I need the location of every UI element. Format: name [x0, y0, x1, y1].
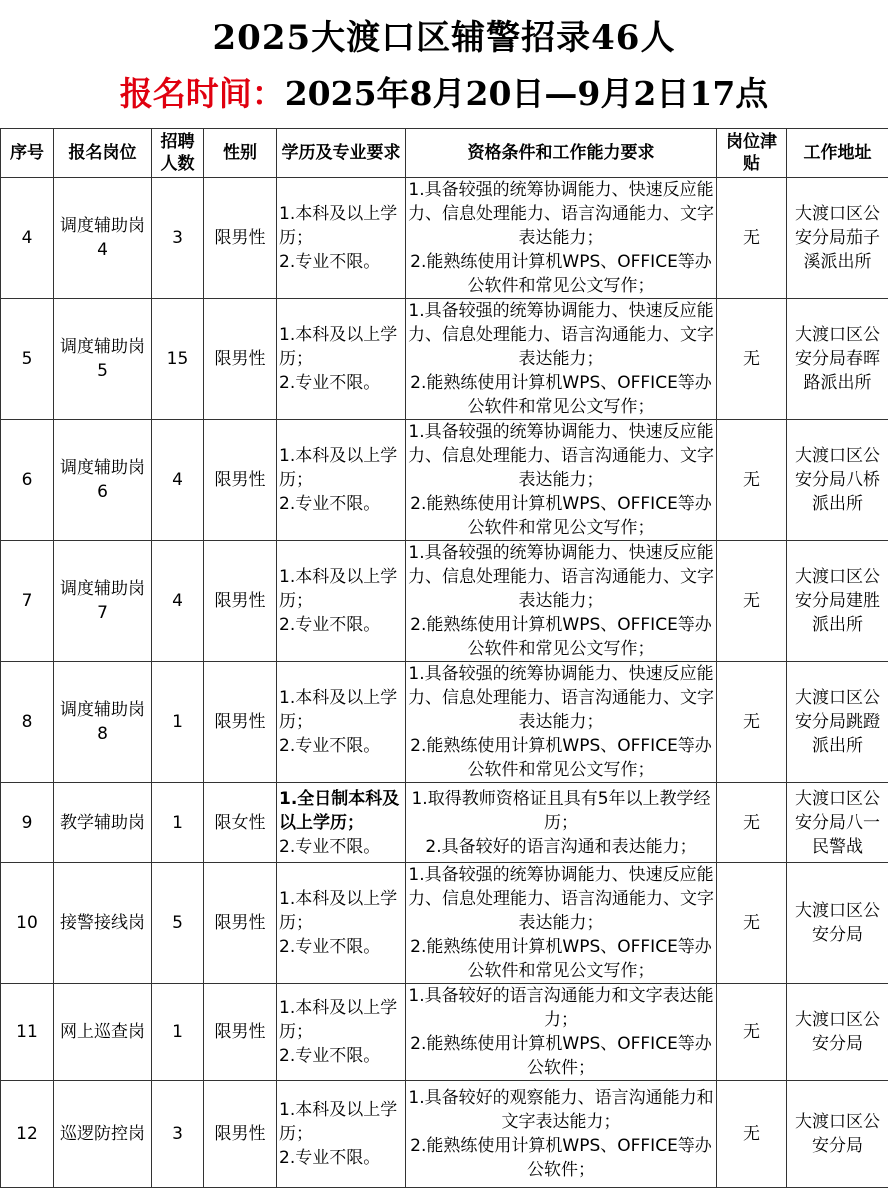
table-row [1, 1081, 888, 1188]
cell-requirements-line: 1.具备较强的统筹协调能力、快速反应能力、信息处理能力、语言沟通能力、文字表达能力； [408, 299, 714, 371]
cell-count: 1 [152, 662, 204, 783]
cell-post: 接警接线岗 [54, 863, 152, 984]
cell-gender: 限男性 [204, 299, 277, 420]
cell-requirements-line: 2.能熟练使用计算机WPS、OFFICE等办公软件和常见公文写作； [408, 371, 714, 419]
cell-education-line: 1.全日制本科及以上学历； [279, 787, 403, 835]
cell-requirements [406, 984, 717, 1081]
cell-requirements-line: 1.具备较好的观察能力、语言沟通能力和文字表达能力； [408, 1086, 714, 1134]
cell-post: 教学辅助岗 [54, 783, 152, 863]
cell-no: 5 [1, 299, 54, 420]
page-title: 2025大渡口区辅警招录46人 [0, 10, 888, 59]
cell-education-line: 2.专业不限。 [279, 371, 403, 395]
cell-requirements-line: 2.能熟练使用计算机WPS、OFFICE等办公软件和常见公文写作； [408, 250, 714, 298]
col-header-requirements: 资格条件和工作能力要求 [406, 129, 717, 178]
cell-count: 4 [152, 420, 204, 541]
cell-requirements [406, 541, 717, 662]
table-header-row [1, 129, 888, 178]
cell-gender: 限女性 [204, 783, 277, 863]
cell-requirements-line: 2.能熟练使用计算机WPS、OFFICE等办公软件和常见公文写作； [408, 734, 714, 782]
cell-no: 7 [1, 541, 54, 662]
cell-post: 调度辅助岗8 [54, 662, 152, 783]
cell-no: 10 [1, 863, 54, 984]
cell-education-line: 1.本科及以上学历； [279, 202, 403, 250]
cell-no: 6 [1, 420, 54, 541]
cell-count: 1 [152, 984, 204, 1081]
cell-post: 调度辅助岗4 [54, 178, 152, 299]
cell-education-line: 2.专业不限。 [279, 1146, 403, 1170]
cell-education-line: 1.本科及以上学历； [279, 323, 403, 371]
cell-gender: 限男性 [204, 420, 277, 541]
col-header-allowance: 岗位津贴 [717, 129, 787, 178]
cell-education-line: 1.本科及以上学历； [279, 686, 403, 734]
cell-gender: 限男性 [204, 863, 277, 984]
cell-education [277, 420, 406, 541]
cell-count: 15 [152, 299, 204, 420]
positions-table [0, 128, 888, 1188]
cell-allowance: 无 [717, 984, 787, 1081]
cell-allowance: 无 [717, 863, 787, 984]
cell-education-line: 2.专业不限。 [279, 935, 403, 959]
cell-requirements-line: 1.具备较强的统筹协调能力、快速反应能力、信息处理能力、语言沟通能力、文字表达能力； [408, 541, 714, 613]
table-row [1, 662, 888, 783]
cell-education [277, 863, 406, 984]
cell-allowance: 无 [717, 420, 787, 541]
cell-requirements-line: 2.具备较好的语言沟通和表达能力； [408, 835, 714, 859]
table-row [1, 420, 888, 541]
registration-label: 报名时间： [120, 74, 285, 113]
cell-address: 大渡口区公安分局茄子溪派出所 [787, 178, 888, 299]
cell-post: 巡逻防控岗 [54, 1081, 152, 1188]
cell-gender: 限男性 [204, 541, 277, 662]
cell-requirements-line: 1.具备较强的统筹协调能力、快速反应能力、信息处理能力、语言沟通能力、文字表达能力； [408, 662, 714, 734]
cell-address: 大渡口区公安分局跳蹬派出所 [787, 662, 888, 783]
cell-requirements [406, 1081, 717, 1188]
registration-time [0, 68, 888, 115]
cell-gender: 限男性 [204, 178, 277, 299]
cell-post: 调度辅助岗6 [54, 420, 152, 541]
cell-requirements-line: 1.具备较好的语言沟通能力和文字表达能力； [408, 984, 714, 1032]
cell-address: 大渡口区公安分局 [787, 984, 888, 1081]
cell-requirements-line: 2.能熟练使用计算机WPS、OFFICE等办公软件和常见公文写作； [408, 613, 714, 661]
cell-requirements [406, 178, 717, 299]
cell-count: 3 [152, 1081, 204, 1188]
cell-education [277, 178, 406, 299]
cell-education-line: 1.本科及以上学历； [279, 444, 403, 492]
registration-period: 2025年8月20日—9月2日17点 [285, 74, 769, 113]
cell-address: 大渡口区公安分局 [787, 1081, 888, 1188]
cell-requirements-line: 2.能熟练使用计算机WPS、OFFICE等办公软件； [408, 1134, 714, 1182]
cell-requirements-line: 1.具备较强的统筹协调能力、快速反应能力、信息处理能力、语言沟通能力、文字表达能力； [408, 178, 714, 250]
cell-education-line: 2.专业不限。 [279, 835, 403, 859]
cell-no: 4 [1, 178, 54, 299]
col-header-gender: 性别 [204, 129, 277, 178]
cell-gender: 限男性 [204, 984, 277, 1081]
cell-requirements-line: 2.能熟练使用计算机WPS、OFFICE等办公软件和常见公文写作； [408, 935, 714, 983]
cell-no: 11 [1, 984, 54, 1081]
cell-education-line: 1.本科及以上学历； [279, 1098, 403, 1146]
cell-education [277, 541, 406, 662]
col-header-address: 工作地址 [787, 129, 888, 178]
cell-education-line: 1.本科及以上学历； [279, 996, 403, 1044]
cell-requirements [406, 420, 717, 541]
cell-gender: 限男性 [204, 662, 277, 783]
cell-allowance: 无 [717, 662, 787, 783]
cell-requirements [406, 863, 717, 984]
cell-education-line: 1.本科及以上学历； [279, 887, 403, 935]
cell-address: 大渡口区公安分局春晖路派出所 [787, 299, 888, 420]
col-header-no: 序号 [1, 129, 54, 178]
table-row [1, 984, 888, 1081]
cell-address: 大渡口区公安分局八桥派出所 [787, 420, 888, 541]
cell-address: 大渡口区公安分局 [787, 863, 888, 984]
cell-allowance: 无 [717, 541, 787, 662]
cell-education [277, 1081, 406, 1188]
col-header-education: 学历及专业要求 [277, 129, 406, 178]
cell-education [277, 662, 406, 783]
cell-post: 调度辅助岗7 [54, 541, 152, 662]
cell-requirements-line: 1.具备较强的统筹协调能力、快速反应能力、信息处理能力、语言沟通能力、文字表达能力； [408, 420, 714, 492]
cell-address: 大渡口区公安分局八一民警战 [787, 783, 888, 863]
cell-count: 5 [152, 863, 204, 984]
cell-education-line: 2.专业不限。 [279, 492, 403, 516]
col-header-post: 报名岗位 [54, 129, 152, 178]
table-row [1, 178, 888, 299]
cell-count: 3 [152, 178, 204, 299]
cell-education-line: 2.专业不限。 [279, 1044, 403, 1068]
cell-post: 调度辅助岗5 [54, 299, 152, 420]
cell-requirements-line: 2.能熟练使用计算机WPS、OFFICE等办公软件； [408, 1032, 714, 1080]
cell-requirements-line: 1.具备较强的统筹协调能力、快速反应能力、信息处理能力、语言沟通能力、文字表达能力； [408, 863, 714, 935]
cell-education [277, 984, 406, 1081]
cell-allowance: 无 [717, 178, 787, 299]
cell-no: 8 [1, 662, 54, 783]
cell-allowance: 无 [717, 1081, 787, 1188]
cell-address: 大渡口区公安分局建胜派出所 [787, 541, 888, 662]
cell-education-line: 2.专业不限。 [279, 734, 403, 758]
cell-no: 12 [1, 1081, 54, 1188]
cell-post: 网上巡查岗 [54, 984, 152, 1081]
cell-no: 9 [1, 783, 54, 863]
cell-requirements-line: 2.能熟练使用计算机WPS、OFFICE等办公软件和常见公文写作； [408, 492, 714, 540]
cell-education [277, 783, 406, 863]
cell-education [277, 299, 406, 420]
cell-allowance: 无 [717, 299, 787, 420]
cell-requirements-line: 1.取得教师资格证且具有5年以上教学经历； [408, 787, 714, 835]
cell-education-line: 2.专业不限。 [279, 613, 403, 637]
table-row [1, 783, 888, 863]
cell-requirements [406, 662, 717, 783]
cell-requirements [406, 299, 717, 420]
cell-gender: 限男性 [204, 1081, 277, 1188]
cell-education-line: 2.专业不限。 [279, 250, 403, 274]
cell-allowance: 无 [717, 783, 787, 863]
table-row [1, 299, 888, 420]
col-header-count: 招聘人数 [152, 129, 204, 178]
cell-requirements [406, 783, 717, 863]
table-row [1, 541, 888, 662]
cell-count: 1 [152, 783, 204, 863]
table-row [1, 863, 888, 984]
cell-count: 4 [152, 541, 204, 662]
cell-education-line: 1.本科及以上学历； [279, 565, 403, 613]
